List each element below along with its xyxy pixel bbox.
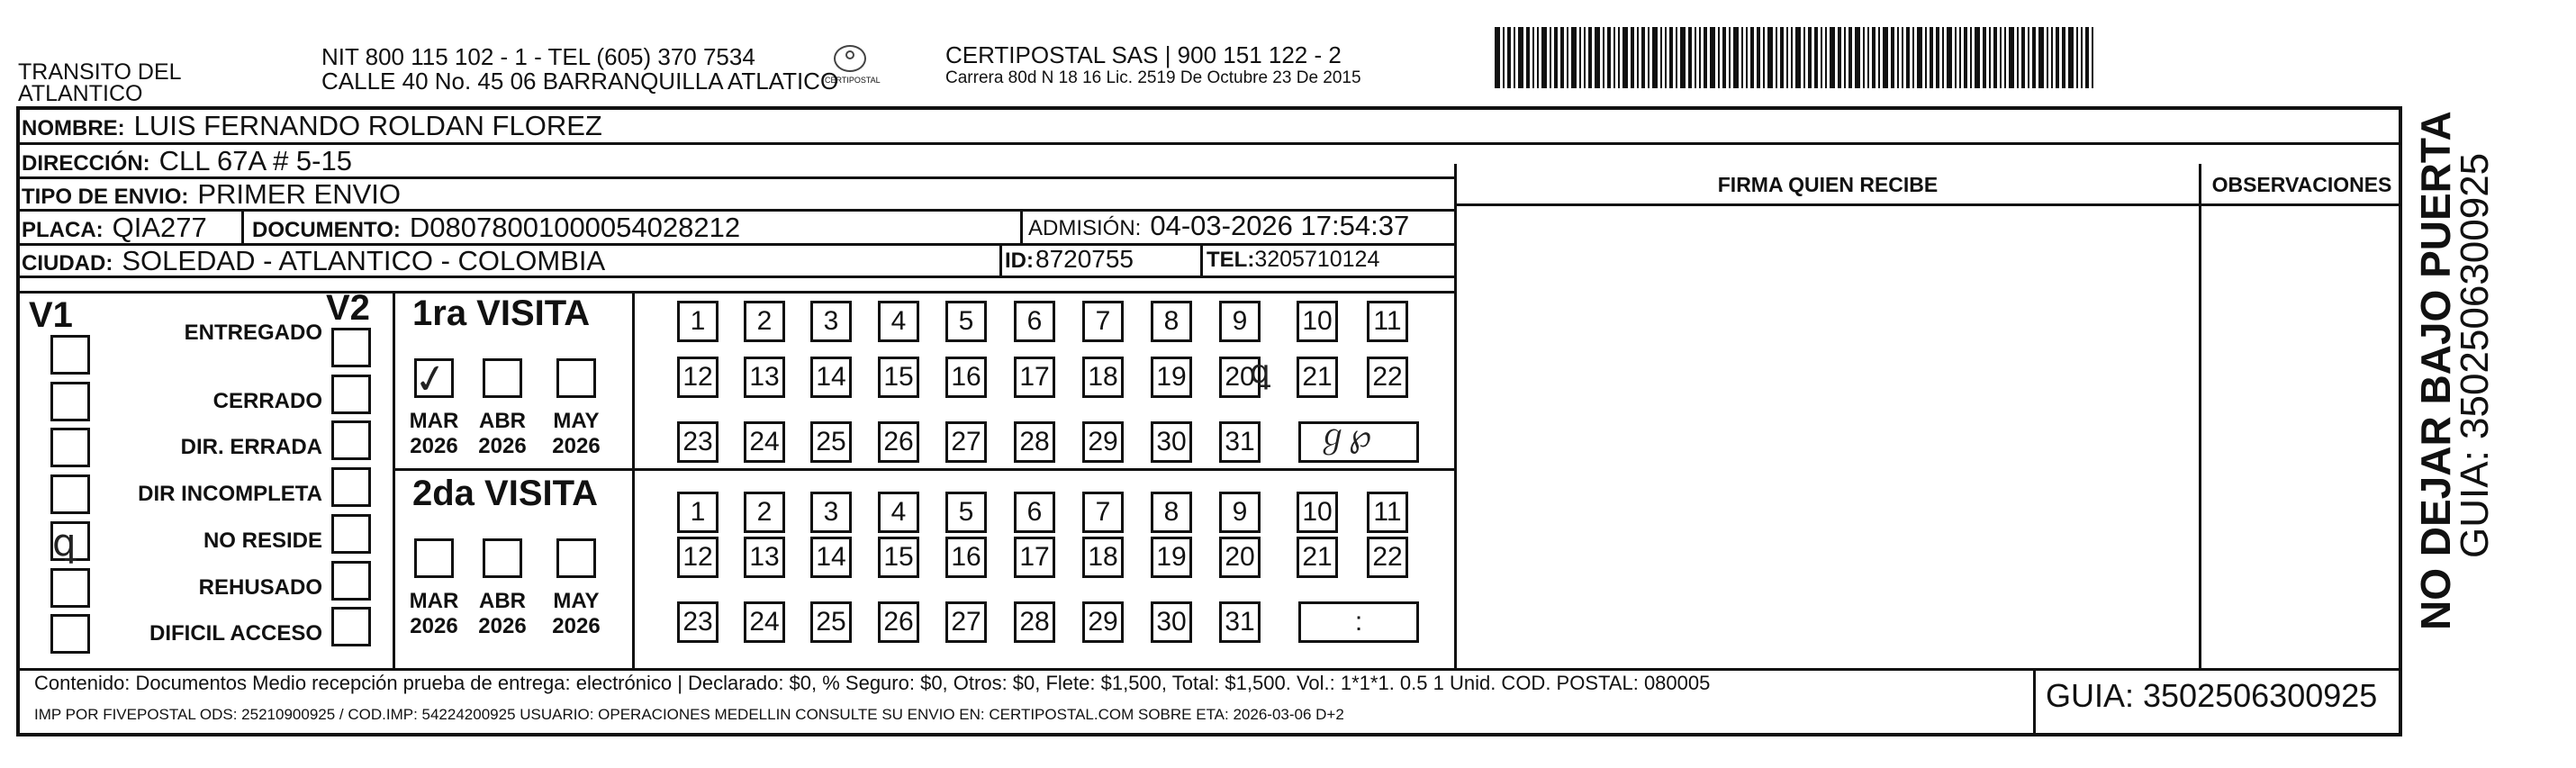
day-box[interactable]: 17 [1014, 537, 1055, 578]
day-box[interactable]: 2 [744, 301, 785, 342]
barcode-bar [1665, 27, 1667, 88]
barcode-bar [1560, 27, 1564, 88]
barcode-bar [1763, 27, 1765, 88]
barcode-bar [2047, 27, 2048, 88]
admision-value: 04-03-2026 17:54:37 [1150, 210, 1410, 241]
day-box[interactable]: 22 [1367, 537, 1408, 578]
barcode-bar [1595, 27, 1600, 88]
barcode-bar [1830, 27, 1835, 88]
barcode-bar [1503, 27, 1505, 88]
barcode [1495, 27, 2093, 88]
company-line: CERTIPOSTAL SAS | 900 151 122 - 2 [945, 41, 1342, 68]
day-box[interactable]: 6 [1014, 492, 1055, 533]
barcode-bar [1912, 27, 1914, 88]
barcode-bar [1776, 27, 1777, 88]
direccion-field [22, 145, 352, 177]
guia-number: GUIA: 3502506300925 [2046, 677, 2378, 714]
barcode-bar [1710, 27, 1715, 88]
barcode-bar [1821, 27, 1822, 88]
barcode-bar [1541, 27, 1547, 88]
barcode-bar [1514, 27, 1515, 88]
barcode-bar [2085, 27, 2089, 88]
day-box[interactable]: 11 [1367, 492, 1408, 533]
barcode-bar [1930, 27, 1933, 88]
month-checkbox[interactable] [483, 358, 522, 398]
barcode-bar [2000, 27, 2002, 88]
year-label: 2026 [552, 434, 601, 458]
status-label: DIFICIL ACCESO [149, 621, 322, 646]
v2-checkbox[interactable] [331, 514, 371, 554]
signature-area[interactable] [1459, 207, 2197, 666]
v2-checkbox[interactable] [331, 375, 371, 414]
day-box[interactable]: 6 [1014, 301, 1055, 342]
day-box[interactable]: 18 [1082, 537, 1124, 578]
barcode-bar [1676, 27, 1677, 88]
day-box[interactable]: 30 [1151, 601, 1192, 643]
barcode-bar [1607, 27, 1611, 88]
v2-checkbox[interactable] [331, 561, 371, 601]
barcode-bar [1526, 27, 1530, 88]
day-box[interactable]: 12 [677, 537, 719, 578]
documento-field [252, 212, 740, 244]
barcode-bar [1855, 27, 1860, 88]
barcode-bar [1648, 27, 1650, 88]
barcode-bar [1989, 27, 1991, 88]
v2-checkbox[interactable] [331, 420, 371, 460]
barcode-bar [1891, 27, 1894, 88]
visit-title: 2da VISITA [412, 474, 598, 513]
day-box[interactable]: 27 [945, 421, 987, 463]
barcode-bar [1495, 27, 1500, 88]
barcode-bar [1964, 27, 1967, 88]
barcode-bar [1567, 27, 1568, 88]
barcode-bar [1803, 27, 1805, 88]
day-box[interactable]: 21 [1297, 357, 1338, 398]
day-box[interactable]: 14 [810, 537, 852, 578]
barcode-bar [1867, 27, 1869, 88]
id-field [1005, 245, 1134, 274]
tel-label: TEL: [1207, 248, 1255, 272]
barcode-bar [1883, 27, 1888, 88]
ciudad-value: SOLEDAD - ATLANTICO - COLOMBIA [122, 245, 606, 276]
observaciones-area[interactable] [2203, 207, 2400, 666]
day-box[interactable]: 24 [744, 421, 785, 463]
barcode-bar [1741, 27, 1743, 88]
status-label: DIR. ERRADA [180, 435, 322, 459]
footer-print-line: IMP POR FIVEPOSTAL ODS: 25210900925 / COD.IMP: 54224200925 USUARIO: OPERACIONES MEDELLIN CONSULTE SU ENVIO EN: CERTIPOSTAL.COM SOBRE ETA: 2026-03-06 D+2 [34, 706, 1344, 723]
id-value: 8720755 [1035, 245, 1134, 273]
v1-header: V1 [29, 295, 73, 335]
barcode-bar [2009, 27, 2014, 88]
barcode-bar [1970, 27, 1972, 88]
placa-field [22, 212, 207, 244]
day-box[interactable]: 8 [1151, 301, 1192, 342]
day-box[interactable]: 26 [878, 601, 919, 643]
barcode-bar [1733, 27, 1739, 88]
side-warning-text: NO DEJAR BAJO PUERTA [2412, 111, 2459, 630]
tipo-envio-field [22, 178, 401, 211]
org-name-line1: TRANSITO DEL [18, 59, 182, 85]
ciudad-label: CIUDAD: [22, 251, 113, 276]
day-box[interactable]: 16 [945, 357, 987, 398]
handwritten-time-scribble: ℊ℘ [1316, 417, 1372, 454]
day-box[interactable]: 4 [878, 301, 919, 342]
v2-checkbox[interactable] [331, 328, 371, 367]
day-box[interactable]: 25 [810, 601, 852, 643]
day-box[interactable]: 5 [945, 301, 987, 342]
documento-label: DOCUMENTO: [252, 218, 401, 242]
barcode-bar [1917, 27, 1922, 88]
barcode-bar [2081, 27, 2083, 88]
nit-line: NIT 800 115 102 - 1 - TEL (605) 370 7534 [321, 43, 755, 70]
barcode-bar [1767, 27, 1773, 88]
ciudad-field [22, 245, 605, 277]
handwritten-day-20-mark: ꝗ [1250, 353, 1270, 390]
barcode-bar [1838, 27, 1841, 88]
barcode-bar [2038, 27, 2044, 88]
tel-value: 3205710124 [1254, 247, 1380, 272]
day-box[interactable]: 26 [878, 421, 919, 463]
day-box[interactable]: 31 [1219, 601, 1261, 643]
day-box[interactable]: 3 [810, 301, 852, 342]
barcode-bar [1699, 27, 1701, 88]
barcode-bar [2068, 27, 2074, 88]
day-box[interactable]: 2 [744, 492, 785, 533]
barcode-bar [1550, 27, 1551, 88]
day-box[interactable]: 28 [1014, 601, 1055, 643]
barcode-bar [1571, 27, 1577, 88]
barcode-bar [1507, 27, 1511, 88]
barcode-bar [1936, 27, 1939, 88]
barcode-bar [1897, 27, 1899, 88]
day-box[interactable]: 14 [810, 357, 852, 398]
direccion-label: DIRECCIÓN: [22, 151, 150, 176]
status-label: ENTREGADO [184, 321, 322, 345]
month-checkbox[interactable] [483, 538, 522, 578]
barcode-bar [1808, 27, 1812, 88]
day-box[interactable]: 19 [1151, 357, 1192, 398]
day-box[interactable]: 12 [677, 357, 719, 398]
barcode-bar [2076, 27, 2078, 88]
org-name-line2: ATLANTICO [18, 81, 143, 106]
day-box[interactable]: 25 [810, 421, 852, 463]
barcode-bar [1993, 27, 1997, 88]
day-box[interactable]: 29 [1082, 601, 1124, 643]
barcode-bar [1955, 27, 1957, 88]
day-box[interactable]: 9 [1219, 492, 1261, 533]
barcode-bar [1518, 27, 1523, 88]
barcode-bar [1844, 27, 1846, 88]
id-label: ID: [1005, 248, 1034, 273]
day-box[interactable]: 21 [1297, 537, 1338, 578]
day-box[interactable]: 13 [744, 357, 785, 398]
v2-checkbox[interactable] [331, 607, 371, 646]
barcode-bar [1537, 27, 1539, 88]
barcode-bar [1942, 27, 1944, 88]
day-box[interactable]: 30 [1151, 421, 1192, 463]
barcode-bar [1680, 27, 1686, 88]
barcode-bar [1878, 27, 1880, 88]
address-line: CALLE 40 No. 45 06 BARRANQUILLA ATLATICO [321, 68, 839, 95]
day-box[interactable]: 27 [945, 601, 987, 643]
barcode-bar [1588, 27, 1592, 88]
day-box[interactable]: 1 [677, 492, 719, 533]
barcode-bar [2092, 27, 2093, 88]
barcode-bar [1613, 27, 1615, 88]
barcode-bar [1814, 27, 1818, 88]
license-line: Carrera 80d N 18 16 Lic. 2519 De Octubre 23 De 2015 [945, 68, 1361, 87]
barcode-bar [1746, 27, 1748, 88]
month-checkbox[interactable] [556, 538, 596, 578]
barcode-bar [2028, 27, 2029, 88]
certipostal-logo-icon [834, 45, 866, 72]
day-box[interactable]: 23 [677, 421, 719, 463]
year-label: 2026 [410, 434, 458, 458]
barcode-bar [1722, 27, 1726, 88]
day-box[interactable]: 17 [1014, 357, 1055, 398]
year-label: 2026 [552, 614, 601, 638]
barcode-bar [1554, 27, 1558, 88]
day-box[interactable]: 9 [1219, 301, 1261, 342]
v2-checkbox[interactable] [331, 467, 371, 507]
day-box[interactable]: 20 [1219, 357, 1261, 398]
day-box[interactable]: 1 [677, 301, 719, 342]
side-guia-text: GUIA: 3502506300925 [2453, 152, 2497, 558]
year-label: 2026 [478, 434, 527, 458]
barcode-bar [2017, 27, 2019, 88]
month-label: MAR [409, 589, 459, 613]
barcode-bar [2062, 27, 2065, 88]
barcode-bar [1848, 27, 1852, 88]
barcode-bar [2021, 27, 2025, 88]
barcode-bar [1641, 27, 1645, 88]
day-box[interactable]: 7 [1082, 492, 1124, 533]
barcode-bar [1780, 27, 1784, 88]
barcode-bar [1660, 27, 1662, 88]
barcode-bar [1983, 27, 1986, 88]
barcode-bar [1906, 27, 1910, 88]
barcode-bar [1959, 27, 1961, 88]
handwritten-no-reside-mark: ꝗ [52, 521, 77, 564]
tel-field [1207, 247, 1379, 273]
day-box[interactable]: 23 [677, 601, 719, 643]
firma-header: FIRMA QUIEN RECIBE [1717, 173, 1939, 196]
day-box[interactable]: 4 [878, 492, 919, 533]
barcode-bar [1688, 27, 1692, 88]
month-label: MAY [553, 589, 600, 613]
day-box[interactable]: 31 [1219, 421, 1261, 463]
status-label: CERRADO [212, 389, 322, 413]
status-label: DIR INCOMPLETA [138, 482, 322, 506]
v2-header: V2 [326, 288, 370, 328]
day-box[interactable]: 15 [878, 537, 919, 578]
barcode-bar [2004, 27, 2006, 88]
barcode-bar [1695, 27, 1696, 88]
time-box[interactable]: : [1298, 601, 1419, 643]
direccion-value: CLL 67A # 5-15 [158, 145, 352, 176]
barcode-bar [1704, 27, 1707, 88]
day-box[interactable]: 18 [1082, 357, 1124, 398]
day-box[interactable]: 29 [1082, 421, 1124, 463]
month-label: MAY [553, 409, 600, 433]
nombre-field [22, 110, 602, 142]
barcode-bar [1975, 27, 1980, 88]
barcode-bar [1729, 27, 1731, 88]
barcode-bar [1637, 27, 1639, 88]
day-box[interactable]: 15 [878, 357, 919, 398]
handwritten-check-mark: ✓ [411, 355, 451, 404]
year-label: 2026 [410, 614, 458, 638]
barcode-bar [1795, 27, 1801, 88]
month-checkbox[interactable] [414, 538, 454, 578]
admision-field [1028, 210, 1409, 242]
barcode-bar [1947, 27, 1952, 88]
documento-value: D08078001000054028212 [409, 212, 741, 243]
barcode-bar [1579, 27, 1581, 88]
barcode-bar [1863, 27, 1865, 88]
status-label: NO RESIDE [203, 529, 322, 553]
day-box[interactable]: 22 [1367, 357, 1408, 398]
barcode-bar [1622, 27, 1628, 88]
visit-title: 1ra VISITA [412, 294, 591, 333]
day-box[interactable]: 28 [1014, 421, 1055, 463]
footer-content-line: Contenido: Documentos Medio recepción prueba de entrega: electrónico | Declarado: $0, % Seguro: $0, Otros: $0, Flete: $1,500, Total: $1,500. Vol.: 1*1*1. 0.5 1 Unid. COD. POSTAL: 080005 [34, 672, 1711, 694]
day-box[interactable]: 20 [1219, 537, 1261, 578]
day-box[interactable]: 11 [1367, 301, 1408, 342]
day-box[interactable]: 5 [945, 492, 987, 533]
day-box[interactable]: 13 [744, 537, 785, 578]
month-label: ABR [479, 409, 526, 433]
logo-text: CERTIPOSTAL [825, 76, 881, 85]
barcode-bar [1757, 27, 1760, 88]
day-box[interactable]: 19 [1151, 537, 1192, 578]
barcode-bar [1925, 27, 1927, 88]
barcode-bar [1669, 27, 1673, 88]
observaciones-header: OBSERVACIONES [2211, 173, 2392, 196]
status-label: REHUSADO [198, 575, 322, 600]
tipo-envio-value: PRIMER ENVIO [197, 178, 402, 210]
admision-label: ADMISIÓN: [1028, 216, 1142, 240]
barcode-bar [1618, 27, 1620, 88]
barcode-bar [1786, 27, 1788, 88]
month-checkbox[interactable] [556, 358, 596, 398]
day-box[interactable]: 3 [810, 492, 852, 533]
tipo-envio-label: TIPO DE ENVIO: [22, 185, 189, 209]
barcode-bar [2056, 27, 2059, 88]
barcode-bar [1902, 27, 1903, 88]
barcode-bar [2032, 27, 2036, 88]
day-box[interactable]: 7 [1082, 301, 1124, 342]
barcode-bar [1652, 27, 1658, 88]
barcode-bar [1825, 27, 1827, 88]
placa-label: PLACA: [22, 218, 104, 242]
barcode-bar [1631, 27, 1634, 88]
day-box[interactable]: 16 [945, 537, 987, 578]
barcode-bar [1584, 27, 1586, 88]
barcode-bar [1750, 27, 1754, 88]
nombre-value: LUIS FERNANDO ROLDAN FLOREZ [133, 110, 602, 141]
barcode-bar [1718, 27, 1720, 88]
placa-value: QIA277 [112, 212, 207, 243]
month-label: ABR [479, 589, 526, 613]
day-box[interactable]: 10 [1297, 301, 1338, 342]
barcode-bar [1603, 27, 1604, 88]
nombre-label: NOMBRE: [22, 116, 125, 140]
year-label: 2026 [478, 614, 527, 638]
month-label: MAR [409, 409, 459, 433]
barcode-bar [1872, 27, 1876, 88]
barcode-bar [2051, 27, 2053, 88]
day-box[interactable]: 8 [1151, 492, 1192, 533]
barcode-bar [1791, 27, 1793, 88]
barcode-bar [1532, 27, 1534, 88]
day-box[interactable]: 10 [1297, 492, 1338, 533]
day-box[interactable]: 24 [744, 601, 785, 643]
